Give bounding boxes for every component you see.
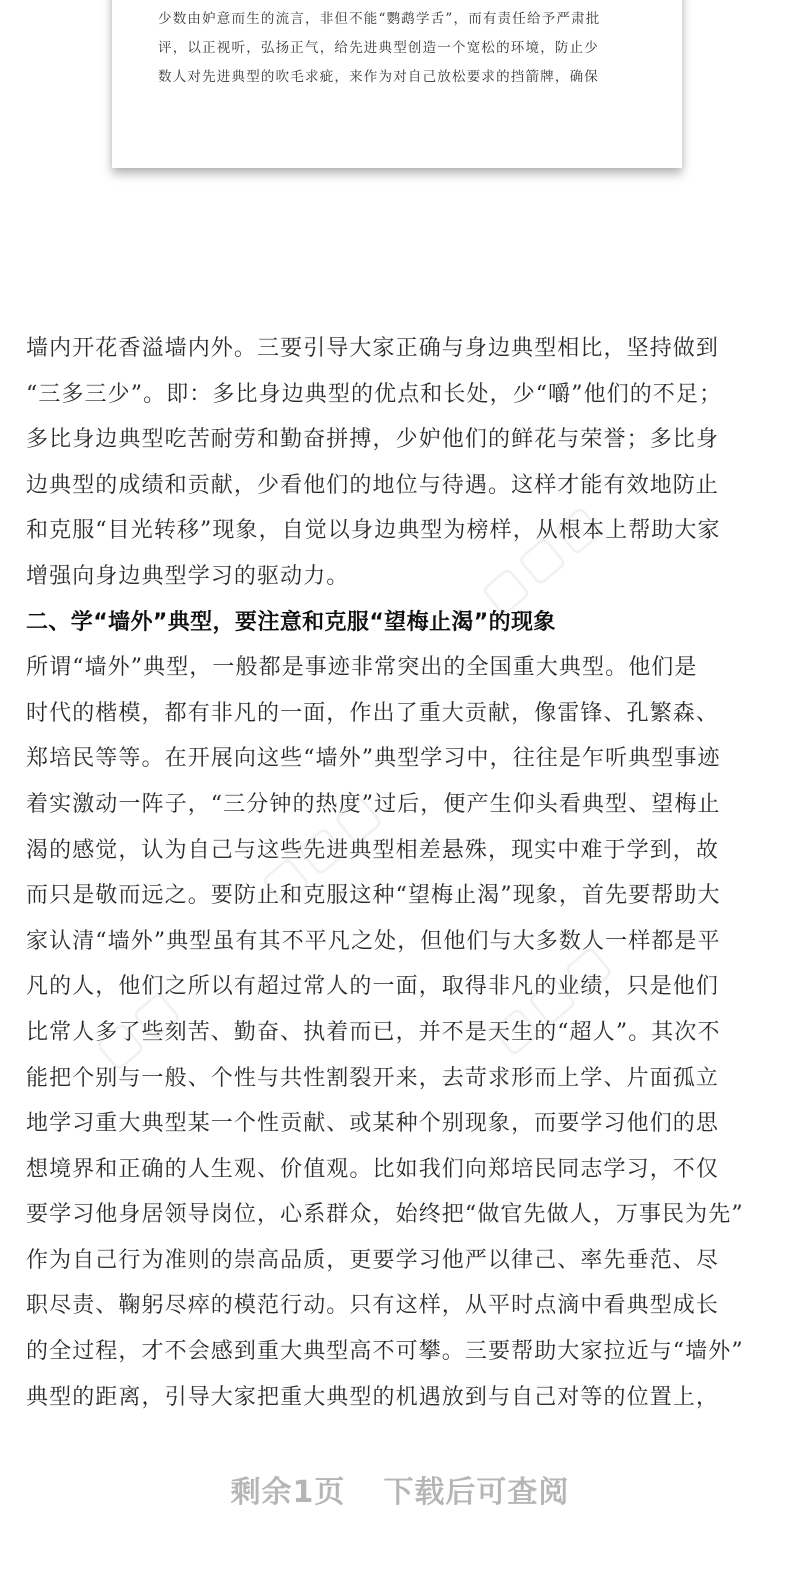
body-line: 凡的人，他们之所以有超过常人的一面，取得非凡的业绩，只是他们	[26, 974, 720, 1000]
download-prompt[interactable]	[0, 1467, 800, 1511]
body-line: 增强向身边典型学习的驱动力。	[26, 563, 350, 589]
watermark-mark: ▢▢▢	[469, 490, 614, 624]
body-line: 职尽责、鞠躬尽瘁的模范行动。只有这样，从平时点滴中看典型成长	[26, 1293, 720, 1319]
body-line: 典型的距离，引导大家把重大典型的机遇放到与自己对等的位置上，	[26, 1384, 720, 1410]
body-line: 时代的楷模，都有非凡的一面，作出了重大贡献，像雷锋、孔繁森、	[26, 700, 720, 726]
body-line: 而只是敬而远之。要防止和克服这种“望梅止渴”现象，首先要帮助大	[26, 883, 721, 909]
body-line: 作为自己行为准则的崇高品质，更要学习他严以律己、率先垂范、尽	[26, 1247, 720, 1273]
body-line: 的全过程，才不会感到重大典型高不可攀。三要帮助大家拉近与“墙外”	[26, 1339, 744, 1365]
body-line: 地学习重大典型某一个性贡献、或某种个别现象，而要学习他们的思	[26, 1111, 720, 1137]
document-body	[26, 326, 786, 1420]
body-line: 着实激动一阵子，“三分钟的热度”过后，便产生仰头看典型、望梅止	[26, 791, 721, 817]
preview-line: 评，以正视听，弘扬正气，给先进典型创造一个宽松的环境，防止少	[158, 40, 599, 56]
body-line: 想境界和正确的人生观、价值观。比如我们向郑培民同志学习，不仅	[26, 1156, 720, 1182]
document-preview-card	[112, 0, 682, 168]
download-to-view-label: 下载后可查阅	[383, 1475, 570, 1510]
body-line: 能把个别与一般、个性与共性割裂开来，去苛求形而上学、片面孤立	[26, 1065, 720, 1091]
body-line: 所谓“墙外”典型，一般都是事迹非常突出的全国重大典型。他们是	[26, 655, 698, 681]
preview-line: 数人对先进典型的吹毛求疵，来作为对自己放松要求的挡箭牌，确保	[158, 69, 599, 85]
watermark-mark: ▢▢▢	[479, 930, 624, 1064]
body-line: 多比身边典型吃苦耐劳和勤奋拼搏，少妒他们的鲜花与荣誉；多比身	[26, 427, 720, 453]
watermark-mark: ▢▢▢	[249, 780, 394, 914]
body-line: 比常人多了些刻苦、勤奋、执着而已，并不是天生的“超人”。其次不	[26, 1019, 721, 1045]
body-line: 家认清“墙外”典型虽有其不平凡之处，但他们与大多数人一样都是平	[26, 928, 721, 954]
body-line: 边典型的成绩和贡献，少看他们的地位与待遇。这样才能有效地防止	[26, 472, 720, 498]
body-line: 和克服“目光转移”现象，自觉以身边典型为榜样，从根本上帮助大家	[26, 518, 721, 544]
section-heading: 二、学“墙外”典型，要注意和克服“望梅止渴”的现象	[26, 609, 556, 635]
body-line: “三多三少”。即：多比身边典型的优点和长处，少“嚼”他们的不足；	[26, 381, 723, 407]
body-line: 郑培民等等。在开展向这些“墙外”典型学习中，往往是乍听典型事迹	[26, 746, 721, 772]
watermark-mark: ▢▢	[83, 975, 192, 1079]
body-line: 墙内开花香溢墙内外。三要引导大家正确与身边典型相比，坚持做到	[26, 336, 720, 361]
body-line: 要学习他身居领导岗位，心系群众，始终把“做官先做人，万事民为先”	[26, 1202, 744, 1228]
preview-line: 少数由妒意而生的流言，非但不能“鹦鹉学舌”，而有责任给予严肃批	[158, 11, 601, 27]
remaining-pages-label: 剩余1页	[230, 1475, 346, 1510]
body-line: 渴的感觉，认为自己与这些先进典型相差悬殊，现实中难于学到，故	[26, 837, 720, 863]
